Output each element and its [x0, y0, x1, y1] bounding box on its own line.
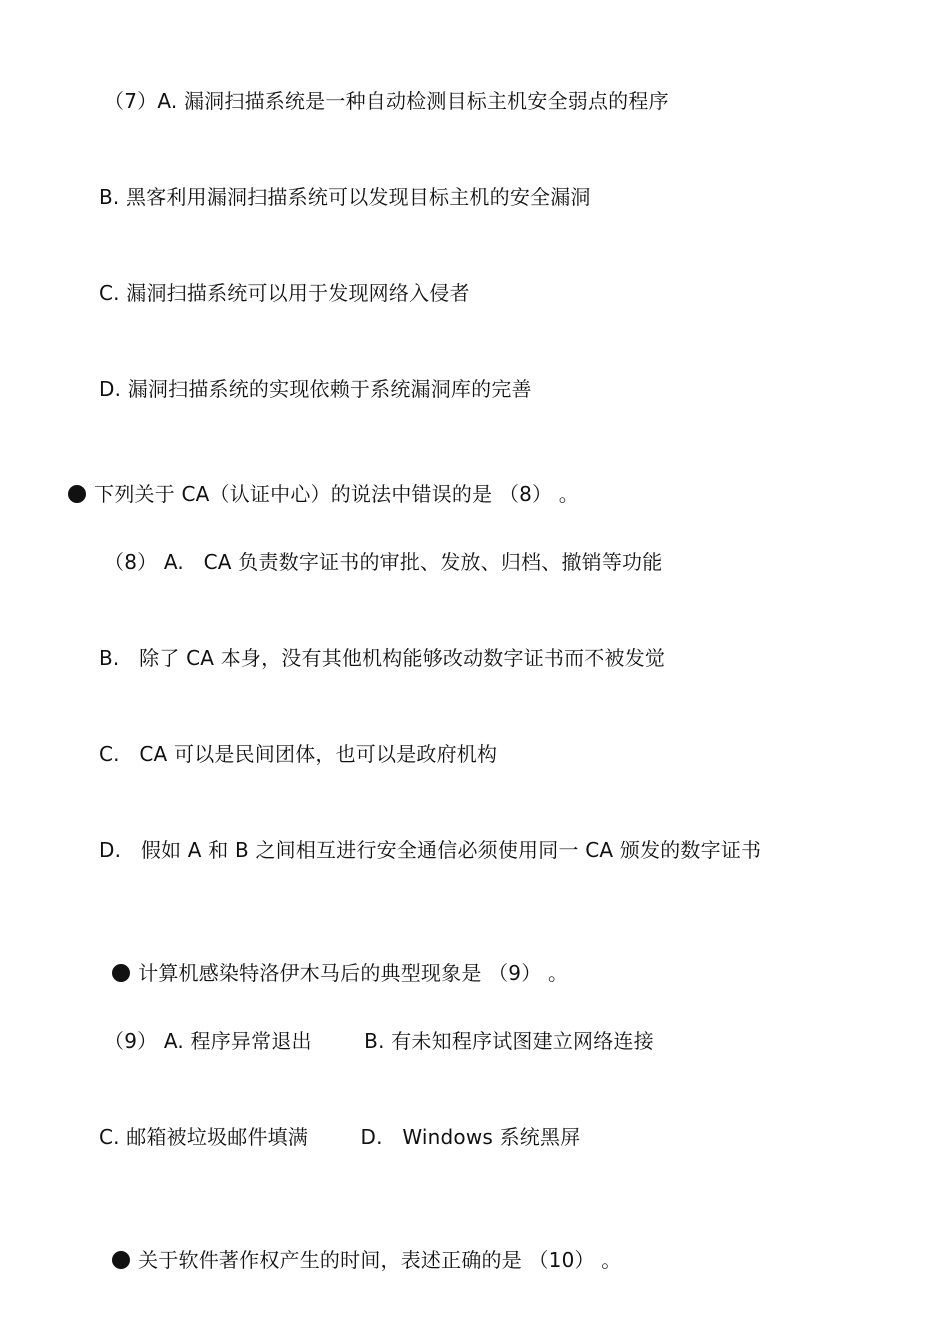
q7-option-b: B. 黑客利用漏洞扫描系统可以发现目标主机的安全漏洞 [99, 185, 591, 209]
q7-option-c: C. 漏洞扫描系统可以用于发现网络入侵者 [99, 281, 470, 305]
q9-question [99, 931, 568, 987]
q9-question-text: 计算机感染特洛伊木马后的典型现象是 （9） 。 [138, 961, 569, 985]
bullet-icon [112, 964, 130, 982]
q10-question [99, 1218, 622, 1274]
q8-option-c: C. CA 可以是民间团体，也可以是政府机构 [99, 742, 498, 766]
q8-question-text: 下列关于 CA（认证中心）的说法中错误的是 （8） 。 [94, 482, 579, 506]
q8-option-a: （8） A. CA 负责数字证书的审批、发放、归档、撤销等功能 [104, 550, 663, 574]
q8-question [55, 452, 579, 508]
q9-options-ab: （9） A. 程序异常退出 B. 有未知程序试图建立网络连接 [104, 1029, 654, 1053]
q8-option-d: D. 假如 A 和 B 之间相互进行安全通信必须使用同一 CA 颁发的数字证书 [99, 838, 762, 862]
q7-option-a: （7）A. 漏洞扫描系统是一种自动检测目标主机安全弱点的程序 [104, 89, 669, 113]
q8-option-b: B. 除了 CA 本身，没有其他机构能够改动数字证书而不被发觉 [99, 646, 666, 670]
q10-question-text: 关于软件著作权产生的时间，表述正确的是 （10） 。 [138, 1248, 622, 1272]
bullet-icon [112, 1251, 130, 1269]
bullet-icon [68, 485, 86, 503]
q9-options-cd: C. 邮箱被垃圾邮件填满 D. Windows 系统黑屏 [99, 1125, 581, 1149]
q7-option-d: D. 漏洞扫描系统的实现依赖于系统漏洞库的完善 [99, 377, 532, 401]
